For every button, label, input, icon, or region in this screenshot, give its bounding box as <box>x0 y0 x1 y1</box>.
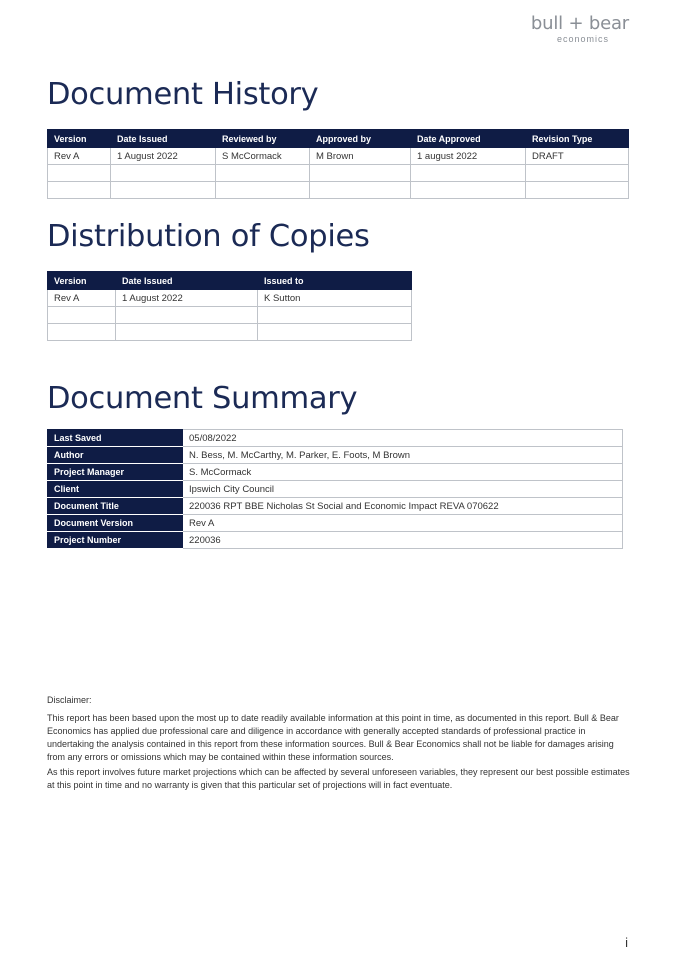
summary-value: Rev A <box>183 515 623 532</box>
table-row <box>48 532 623 549</box>
table-cell: S McCormack <box>216 148 310 165</box>
table-row <box>48 430 623 447</box>
table-cell <box>48 324 116 341</box>
table-cell <box>258 324 412 341</box>
distribution-heading: Distribution of Copies <box>47 219 370 254</box>
table-cell <box>310 182 411 199</box>
table-row <box>48 498 623 515</box>
summary-heading: Document Summary <box>47 381 358 416</box>
disclaimer-heading: Disclaimer: <box>47 695 92 705</box>
summary-value: 05/08/2022 <box>183 430 623 447</box>
summary-value: S. McCormack <box>183 464 623 481</box>
history-header-reviewed-by: Reviewed by <box>216 130 310 148</box>
table-cell <box>48 307 116 324</box>
summary-label: Author <box>48 447 183 464</box>
table-cell <box>411 165 526 182</box>
table-cell: 1 August 2022 <box>111 148 216 165</box>
summary-label: Project Number <box>48 532 183 549</box>
summary-label: Client <box>48 481 183 498</box>
distribution-header-date-issued: Date Issued <box>116 272 258 290</box>
table-cell <box>216 165 310 182</box>
history-header-date-approved: Date Approved <box>411 130 526 148</box>
table-cell <box>411 182 526 199</box>
table-cell <box>48 165 111 182</box>
table-cell: M Brown <box>310 148 411 165</box>
summary-value: N. Bess, M. McCarthy, M. Parker, E. Foots, M Brown <box>183 447 623 464</box>
table-row <box>48 324 412 341</box>
table-row <box>48 447 623 464</box>
table-row <box>48 290 412 307</box>
distribution-table <box>47 271 412 341</box>
summary-table <box>47 429 623 549</box>
table-cell <box>116 307 258 324</box>
document-history-table <box>47 129 629 199</box>
distribution-header-version: Version <box>48 272 116 290</box>
logo-sub-text: economics <box>556 34 609 44</box>
table-cell <box>526 182 629 199</box>
table-cell: Rev A <box>48 290 116 307</box>
table-cell: 1 august 2022 <box>411 148 526 165</box>
disclaimer-paragraph-2: As this report involves future market projections which can be affected by several unforeseen variables, they represent our best possible estimates at this point in time and no warranty is given that this particular set of projections will in fact eventuate. <box>47 767 630 790</box>
summary-value: 220036 RPT BBE Nicholas St Social and Economic Impact REVA 070622 <box>183 498 623 515</box>
disclaimer-section <box>47 694 630 794</box>
table-cell <box>48 182 111 199</box>
page-number: i <box>625 935 628 950</box>
history-header-version: Version <box>48 130 111 148</box>
logo-main-text: bull + bear <box>530 13 629 34</box>
table-cell <box>526 165 629 182</box>
table-cell: Rev A <box>48 148 111 165</box>
history-header-date-issued: Date Issued <box>111 130 216 148</box>
table-cell <box>216 182 310 199</box>
summary-label: Document Version <box>48 515 183 532</box>
table-row <box>48 307 412 324</box>
summary-label: Last Saved <box>48 430 183 447</box>
table-row <box>48 515 623 532</box>
history-header-revision-type: Revision Type <box>526 130 629 148</box>
history-header-row <box>48 130 629 148</box>
table-cell <box>111 182 216 199</box>
summary-label: Document Title <box>48 498 183 515</box>
table-row <box>48 464 623 481</box>
table-row <box>48 182 629 199</box>
table-row <box>48 148 629 165</box>
table-row <box>48 165 629 182</box>
table-cell: DRAFT <box>526 148 629 165</box>
table-cell: K Sutton <box>258 290 412 307</box>
table-cell <box>111 165 216 182</box>
table-cell <box>116 324 258 341</box>
company-logo <box>531 14 629 45</box>
table-cell <box>258 307 412 324</box>
history-header-approved-by: Approved by <box>310 130 411 148</box>
table-cell: 1 August 2022 <box>116 290 258 307</box>
summary-value: 220036 <box>183 532 623 549</box>
summary-label: Project Manager <box>48 464 183 481</box>
distribution-header-row <box>48 272 412 290</box>
table-row <box>48 481 623 498</box>
disclaimer-paragraph-1: This report has been based upon the most up to date readily available information at this point in time, as documented in this report. Bull & Bear Economics has applied due professional care and diligence in accordance with generally accepted standards of professional practice in undertaking the analysis contained in this report from these information sources. Bull & Bear Economics shall not be liable for damages arising from any errors or omissions which may be contained within these information sources. <box>47 713 619 762</box>
table-cell <box>310 165 411 182</box>
distribution-header-issued-to: Issued to <box>258 272 412 290</box>
summary-value: Ipswich City Council <box>183 481 623 498</box>
document-history-heading: Document History <box>47 77 319 112</box>
